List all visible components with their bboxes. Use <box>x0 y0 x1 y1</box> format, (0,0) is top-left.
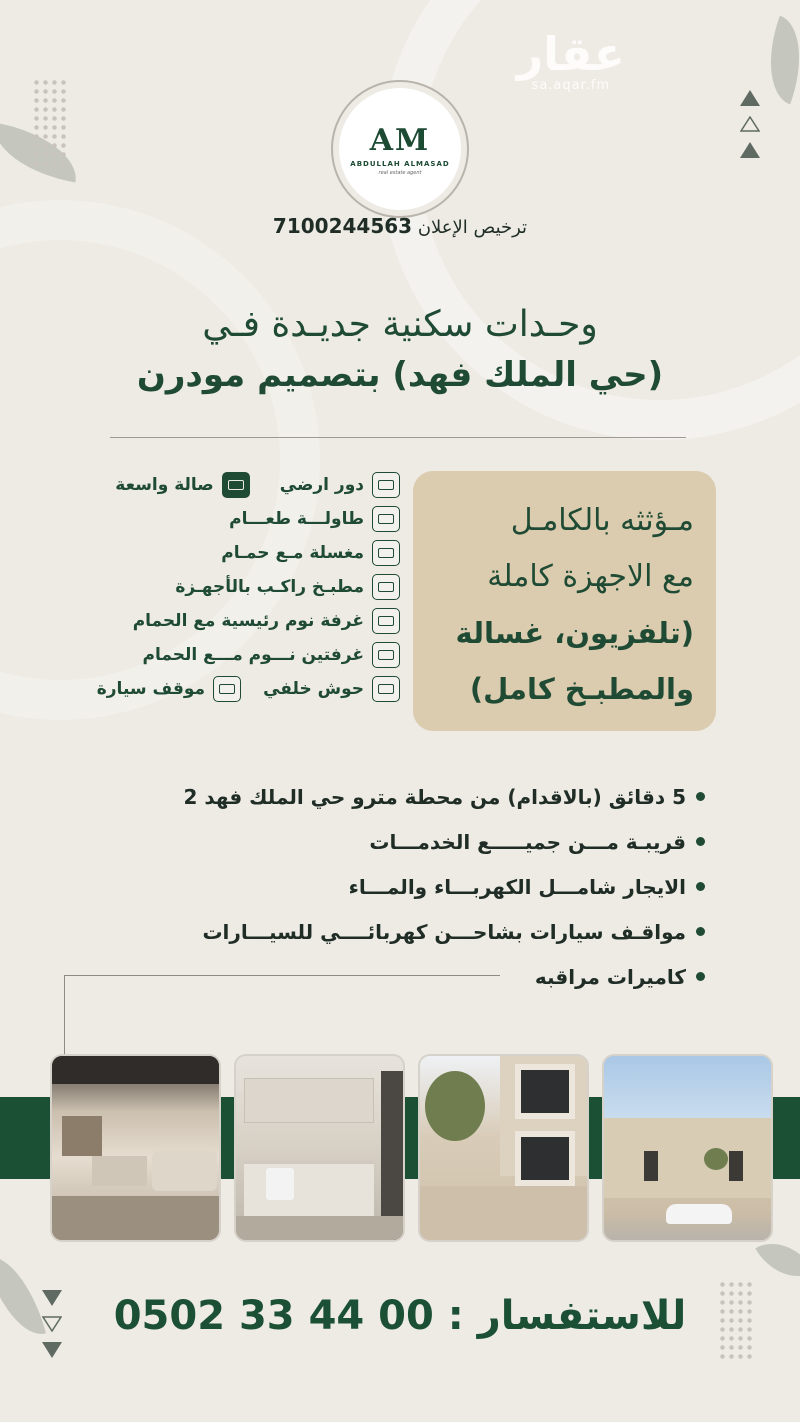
contact-line <box>0 1293 800 1339</box>
furnished-line: مع الاجهزة كاملة <box>487 559 694 594</box>
triangle-icon <box>740 142 760 158</box>
contact-phone[interactable]: 0502 33 44 00 <box>113 1293 434 1339</box>
feature-item <box>280 472 400 498</box>
kitchen-icon <box>372 574 400 600</box>
highlight-item <box>85 864 705 909</box>
bullet-dot <box>696 972 705 981</box>
bullet-dot <box>696 792 705 801</box>
furnished-line: والمطبـخ كامل) <box>469 672 694 706</box>
logo-mark: AM <box>369 122 431 158</box>
feature-label: دور ارضي <box>279 475 364 495</box>
highlight-text: مواقـف سيارات بشاحـــن كهربائــــي للسيـــارات <box>202 919 686 944</box>
triangle-icon <box>42 1342 62 1358</box>
bullet-dot <box>696 927 705 936</box>
feature-label: مغسلة مـع حمـام <box>221 543 364 563</box>
furnished-line: مـؤثثه بالكامـل <box>510 503 694 538</box>
feature-row <box>60 468 400 502</box>
feature-item <box>133 608 400 634</box>
ground-floor-icon <box>372 472 400 498</box>
feature-row <box>60 570 400 604</box>
photo-facade-corner[interactable] <box>418 1054 589 1242</box>
photo-living-room[interactable] <box>50 1054 221 1242</box>
triangle-outline-icon <box>740 116 760 132</box>
triangle-icon <box>740 90 760 106</box>
feature-label: موقف سيارة <box>96 679 206 699</box>
triangle-decoration <box>740 90 760 158</box>
ad-license <box>0 214 800 238</box>
feature-label: صالة واسعة <box>115 475 214 495</box>
hall-icon <box>222 472 250 498</box>
furnished-card <box>413 471 716 731</box>
dining-table-icon <box>372 506 400 532</box>
logo-tagline: real estate agent <box>378 169 422 176</box>
feature-item <box>97 676 241 702</box>
furnished-line: (تلفزيون، غسالة <box>455 616 694 650</box>
dot-pattern <box>32 78 68 168</box>
feature-item <box>143 642 400 668</box>
divider <box>110 437 686 438</box>
headline-line-2: (حي الملك فهد) بتصميم مودرن <box>136 355 664 395</box>
frame-line <box>64 975 500 976</box>
highlights-list <box>85 774 705 999</box>
feature-label: غرفتين نـــوم مـــع الحمام <box>142 645 364 665</box>
feature-item <box>221 540 400 566</box>
license-number: 7100244563 <box>272 214 413 238</box>
frame-line <box>64 975 65 1055</box>
highlight-text: الايجار شامـــل الكهربـــاء والمـــاء <box>348 874 686 899</box>
bed-icon <box>372 608 400 634</box>
highlight-item <box>85 774 705 819</box>
headline-line-1: وحـدات سكنية جديـدة فـي <box>202 304 598 345</box>
feature-row <box>60 638 400 672</box>
washing-machine-icon <box>372 540 400 566</box>
photo-gallery <box>50 1054 773 1242</box>
feature-item <box>229 506 400 532</box>
license-label: ترخيص الإعلان <box>417 217 528 238</box>
watermark-brand: عقار <box>516 27 625 81</box>
highlight-item <box>85 954 705 999</box>
photo-facade-street[interactable] <box>602 1054 773 1242</box>
agent-logo <box>331 80 469 218</box>
feature-row <box>60 536 400 570</box>
feature-item <box>175 574 400 600</box>
logo-name: ABDULLAH ALMASAD <box>350 159 450 168</box>
feature-label: غرفة نوم رئيسية مع الحمام <box>132 611 364 631</box>
features-list <box>60 468 400 706</box>
feature-item <box>263 676 400 702</box>
feature-label: مطبـخ راكـب بالأجهـزة <box>175 577 364 597</box>
highlight-text: كاميرات مراقبه <box>534 964 686 989</box>
feature-item <box>115 472 249 498</box>
logo-badge <box>339 88 461 210</box>
highlight-item <box>85 819 705 864</box>
feature-label: طاولـــة طعـــام <box>229 509 364 529</box>
bullet-dot <box>696 882 705 891</box>
highlight-text: قريبـة مـــن جميـــــع الخدمـــات <box>369 829 686 854</box>
bullet-dot <box>696 837 705 846</box>
yard-icon <box>372 676 400 702</box>
garage-icon <box>213 676 241 702</box>
headline <box>0 300 800 400</box>
aqar-watermark <box>516 27 625 93</box>
contact-label: للاستفسار : <box>447 1293 687 1339</box>
feature-row <box>60 672 400 706</box>
highlight-text: 5 دقائق (بالاقدام) من محطة مترو حي الملك فهد 2 <box>183 784 686 809</box>
feature-label: حوش خلفي <box>263 679 364 699</box>
bed-icon <box>372 642 400 668</box>
feature-row <box>60 502 400 536</box>
feature-row <box>60 604 400 638</box>
watermark-url: sa.aqar.fm <box>531 78 611 93</box>
photo-kitchen[interactable] <box>234 1054 405 1242</box>
highlight-item <box>85 909 705 954</box>
